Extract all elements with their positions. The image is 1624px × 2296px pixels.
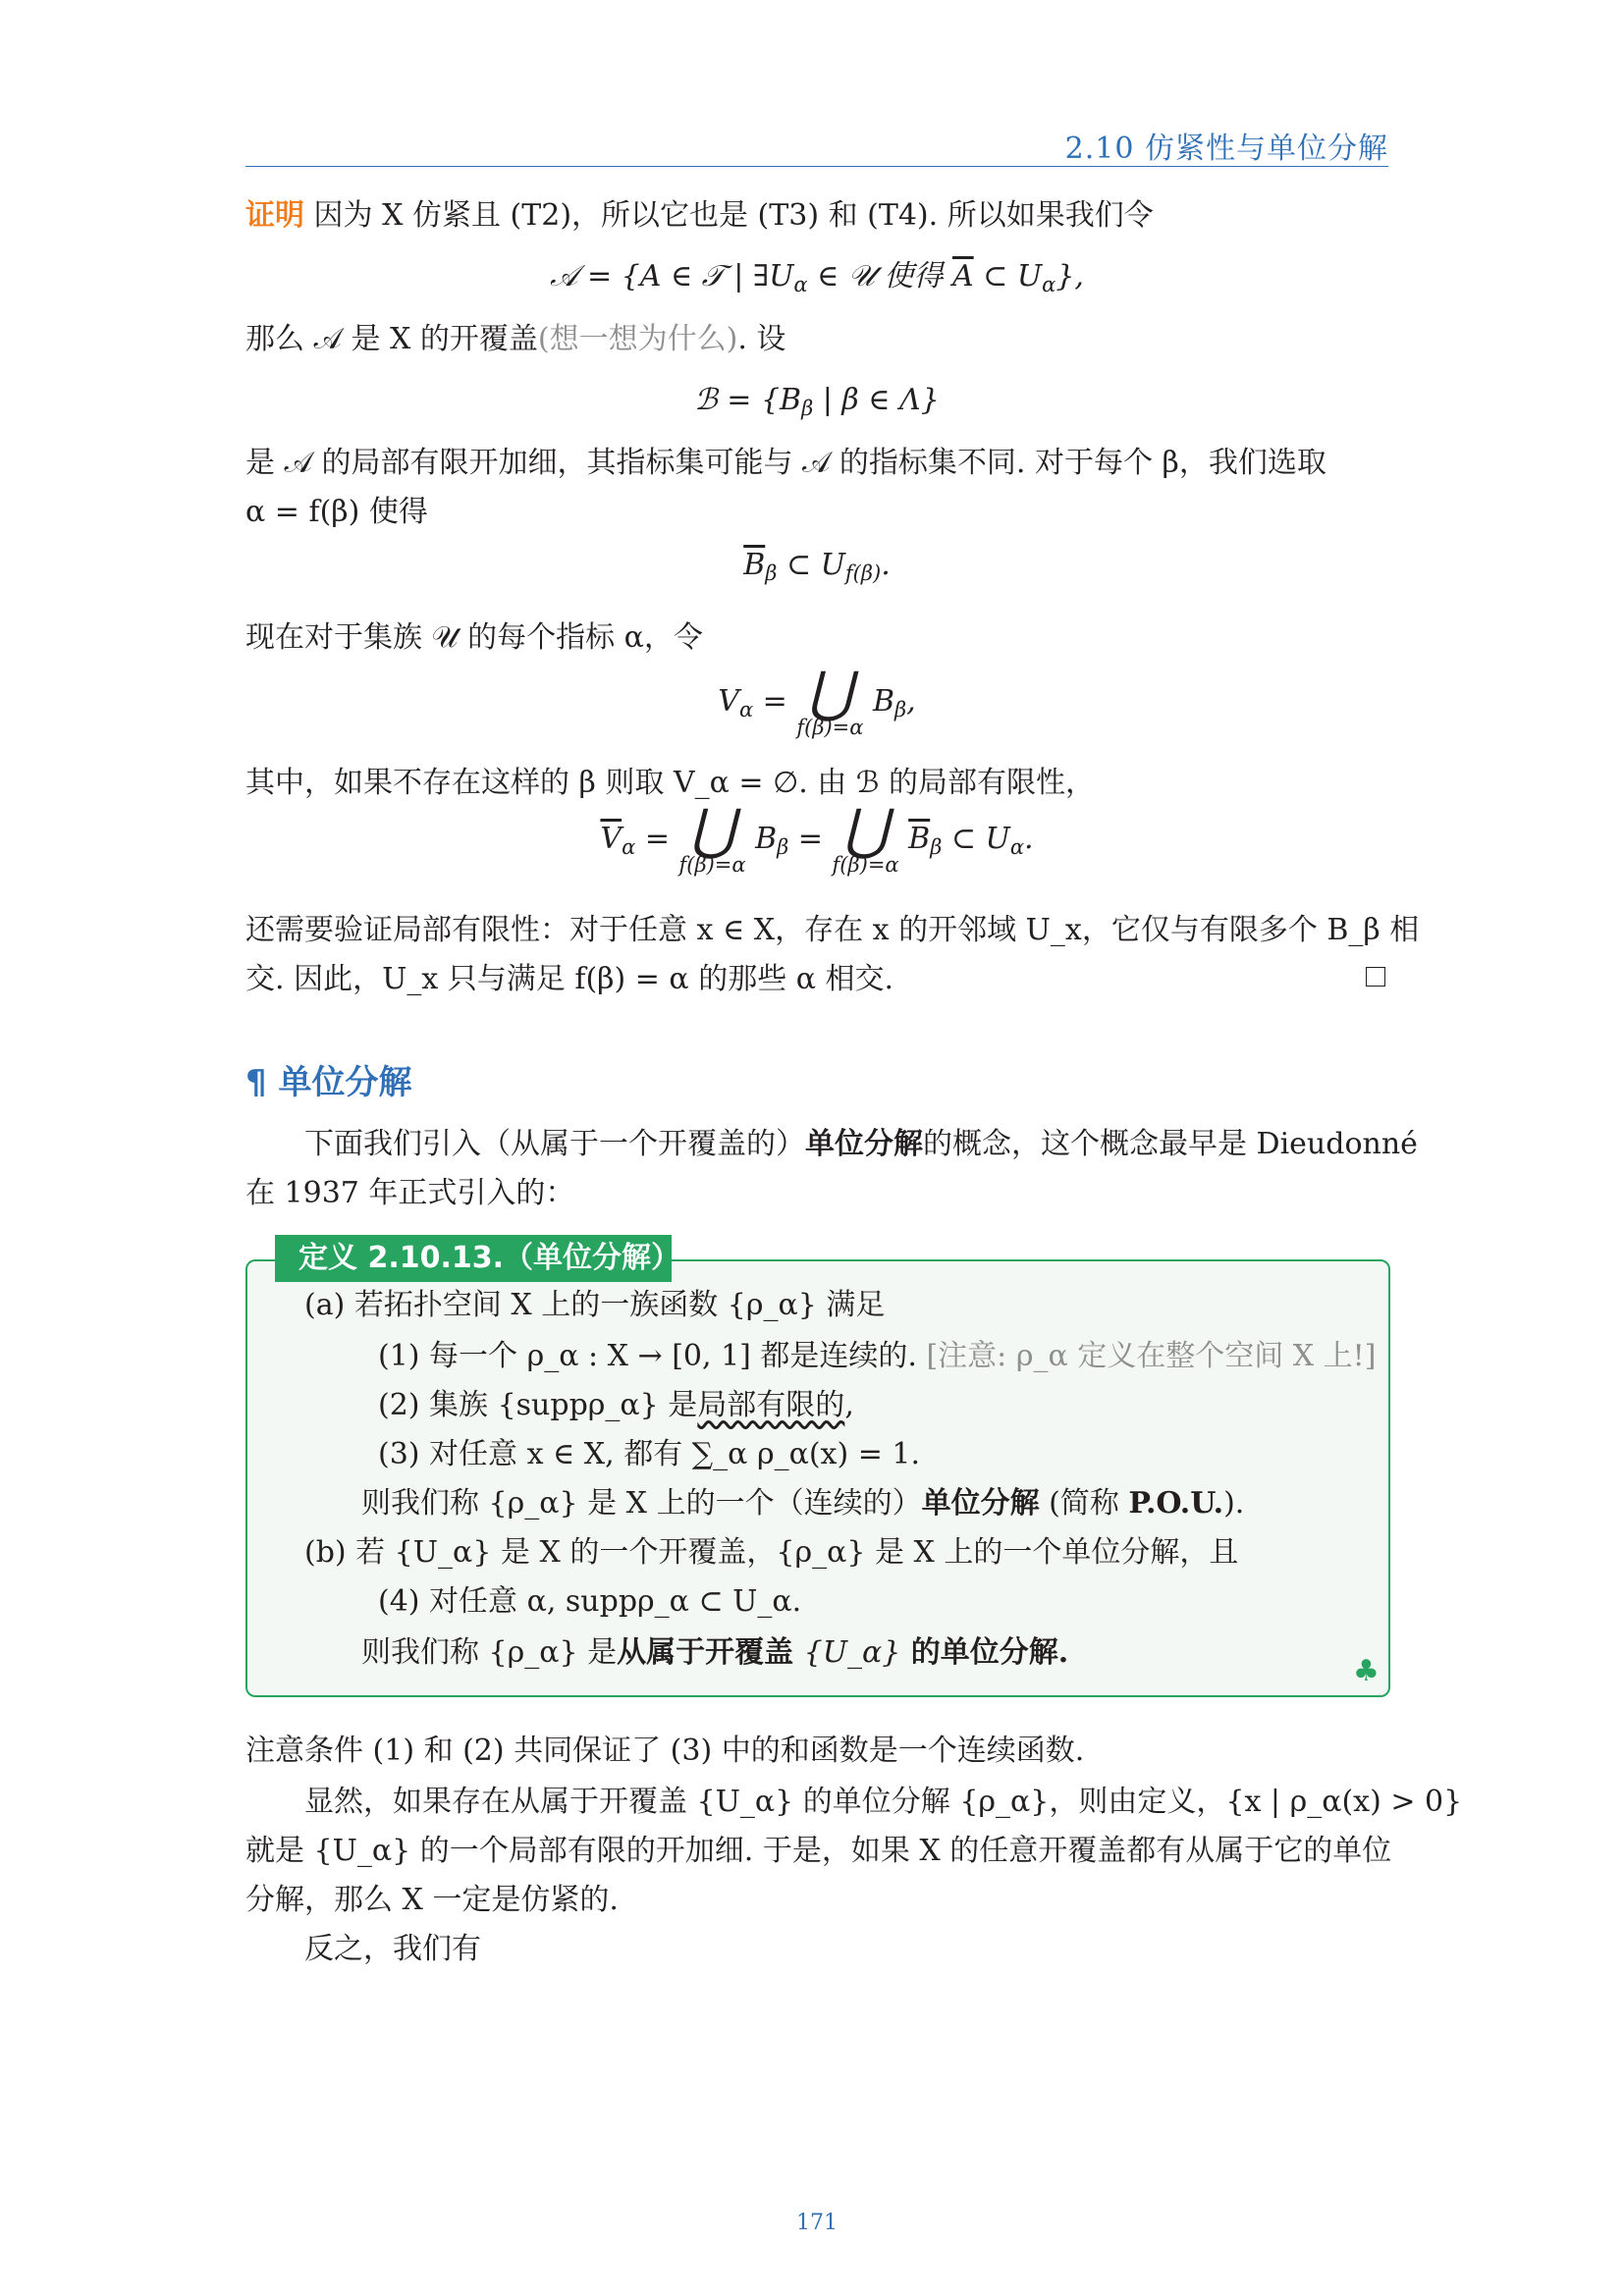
def-a2-end: , (844, 1388, 854, 1422)
def-item-b: (b) 若 {U_α} 是 X 的一个开覆盖，{ρ_α} 是 X 上的一个单位分解，且 (304, 1535, 1239, 1570)
eq5-end-sub: α (1009, 835, 1025, 859)
eq4-rhs: B (872, 684, 895, 719)
def-a1-note: [注意: ρ_α 定义在整个空间 X 上!] (916, 1339, 1377, 1373)
intro-line-2: 在 1937 年正式引入的： (245, 1176, 575, 1210)
eq5-lhs: $\overline{V}$ (600, 822, 623, 856)
eq1-close: }, (1056, 259, 1084, 294)
eq1-sub2: α (1042, 273, 1056, 296)
def-item-a1 (378, 1337, 1376, 1376)
def-a-concl-text: 则我们称 {ρ_α} 是 X 上的一个（连续的） (361, 1486, 922, 1521)
eq4-union (796, 660, 864, 739)
eq3-bar-sub: β (765, 561, 778, 585)
proof-label: 证明 (245, 198, 304, 233)
eq5-union-symbol-1: ⋃ (689, 797, 735, 862)
def-a-concl-term: 单位分解 (921, 1486, 1040, 1521)
proof-hint: (想一想为什么) (537, 322, 738, 356)
after-line-3: 就是 {U_α} 的一个局部有限的开加细. 于是，如果 X 的任意开覆盖都有从属于它的单位 (245, 1834, 1392, 1868)
after-line-4: 分解，那么 X 一定是仿紧的. (245, 1883, 619, 1917)
eq4-union-symbol: ⋃ (807, 660, 853, 724)
proof-line-3: 是 𝒜 的局部有限开加细，其指标集可能与 𝒜 的指标集不同. 对于每个 β，我们选取 (245, 446, 1326, 480)
equation-2 (245, 381, 1388, 428)
eq4-rhs-sub: β (894, 698, 907, 721)
eq5-union-1 (678, 797, 746, 877)
eq5-union-limit-1: f(β)=α (678, 852, 746, 877)
proof-text-2b: . 设 (737, 322, 786, 356)
def-a2-text: (2) 集族 {suppρ_α} 是 (378, 1388, 698, 1422)
def-item-a3: (3) 对任意 x ∈ X, 都有 ∑_α ρ_α(x) = 1. (378, 1437, 920, 1471)
def-a-concl-end: ). (1223, 1486, 1245, 1521)
eq3-end: . (881, 548, 891, 582)
definition-tab: 定义 2.10.13.（单位分解） (275, 1235, 672, 1282)
club-icon: ♣ (1353, 1654, 1380, 1688)
eq4-eq: = (753, 684, 797, 719)
equation-3 (245, 546, 1388, 593)
after-line-5: 反之，我们有 (304, 1932, 481, 1966)
def-item-b4: (4) 对任意 α, suppρ_α ⊂ U_α. (378, 1584, 802, 1619)
section-heading: ¶ 单位分解 (245, 1063, 412, 1102)
intro-text-1a: 下面我们引入（从属于一个开覆盖的） (304, 1127, 805, 1161)
equation-5 (245, 797, 1388, 881)
def-a-concl-pou: P.O.U. (1128, 1486, 1224, 1521)
eq5-bar: $\overline{B}$ (908, 822, 931, 856)
eq2-end: | β ∈ Λ} (813, 383, 940, 417)
eq5-union-2 (832, 797, 899, 877)
eq3-bar: $\overline{B}$ (743, 548, 766, 582)
eq4-union-limit: f(β)=α (796, 715, 864, 739)
eq1-end: ⊂ U (973, 259, 1043, 294)
intro-line-1 (304, 1125, 1418, 1164)
def-a1-text: (1) 每一个 ρ_α : X → [0, 1] 都是连续的. (378, 1339, 917, 1373)
eq4-lhs-sub: α (738, 698, 754, 721)
eq1-mid: ∈ 𝒰 使得 (807, 259, 952, 294)
after-line-2: 显然，如果存在从属于开覆盖 {U_α} 的单位分解 {ρ_α}，则由定义，{x | ρ_α(x) > 0} (304, 1785, 1463, 1819)
def-item-a: (a) 若拓扑空间 X 上的一族函数 {ρ_α} 满足 (304, 1288, 886, 1322)
eq1-a: 𝒜 = {A ∈ 𝒯 | ∃U (550, 259, 794, 294)
eq5-union-limit-2: f(β)=α (832, 852, 899, 877)
intro-term: 单位分解 (805, 1127, 923, 1161)
proof-line-8: 交. 因此，U_x 只与满足 f(β) = α 的那些 α 相交. (245, 962, 894, 996)
def-a-concl-paren: (简称 (1039, 1486, 1129, 1521)
eq5-eq2: = (788, 822, 833, 856)
proof-line-7: 还需要验证局部有限性：对于任意 x ∈ X，存在 x 的开邻域 U_x，它仅与有限多个 B_β 相 (245, 913, 1420, 947)
eq5-b-sub: β (777, 835, 789, 859)
eq4-lhs: V (718, 684, 739, 719)
def-item-a2 (378, 1386, 854, 1425)
eq1-sub1: α (793, 273, 808, 296)
page-number: 171 (796, 2211, 838, 2235)
def-b-concl-bold-2: 的单位分解. (900, 1635, 1069, 1670)
eq5-lhs-sub: α (622, 835, 636, 859)
eq1-bar: $\overline{A}$ (951, 259, 974, 294)
eq3-mid: ⊂ U (777, 548, 845, 582)
def-b-concl-bold-1: 从属于开覆盖 (617, 1635, 804, 1670)
eq5-end: ⊂ U (942, 822, 1010, 856)
eq5-b: B (755, 822, 778, 856)
intro-text-1b: 的概念，这个概念最早是 Dieudonné (923, 1127, 1418, 1161)
eq5-eq: = (635, 822, 679, 856)
after-line-1: 注意条件 (1) 和 (2) 共同保证了 (3) 中的和函数是一个连续函数. (245, 1734, 1085, 1768)
def-a2-emphasis: 局部有限的 (697, 1388, 845, 1422)
running-head: 2.10 仿紧性与单位分解 (1064, 132, 1388, 166)
proof-text-2a: 那么 𝒜 是 X 的开覆盖 (245, 322, 538, 356)
qed-square-icon (1366, 967, 1385, 987)
def-b-concl-math: {U_α} (803, 1635, 901, 1670)
equation-4 (245, 660, 1388, 744)
eq4-end: , (906, 684, 916, 719)
proof-line-1 (245, 196, 1154, 236)
def-a-conclusion (361, 1484, 1244, 1523)
proof-text-1: 因为 X 仿紧且 (T2)，所以它也是 (T3) 和 (T4). 所以如果我们令 (313, 198, 1154, 233)
eq2-a: ℬ = {B (694, 383, 802, 417)
proof-line-6: 其中，如果不存在这样的 β 则取 V_α = ∅. 由 ℬ 的局部有限性， (245, 766, 1095, 800)
eq5-dot: . (1024, 822, 1034, 856)
proof-line-2 (245, 320, 785, 359)
eq3-sub: f(β) (844, 561, 882, 585)
equation-1 (245, 257, 1388, 304)
def-b-conclusion (361, 1633, 1068, 1673)
eq5-bar-sub: β (930, 835, 943, 859)
eq2-sub: β (801, 397, 814, 420)
proof-line-5: 现在对于集族 𝒰 的每个指标 α，令 (245, 620, 703, 655)
def-b-concl-text: 则我们称 {ρ_α} 是 (361, 1635, 618, 1670)
eq5-union-symbol-2: ⋃ (842, 797, 889, 862)
proof-line-4: α = f(β) 使得 (245, 495, 428, 529)
header-rule (245, 166, 1388, 167)
